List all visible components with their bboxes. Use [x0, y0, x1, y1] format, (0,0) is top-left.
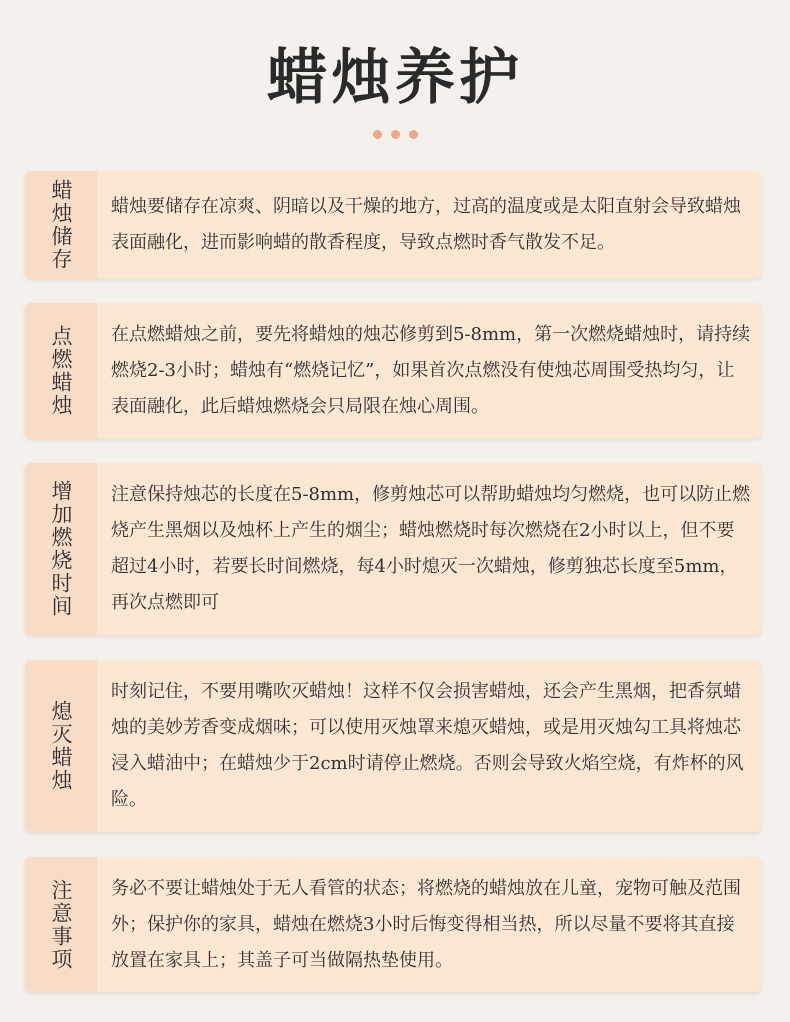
section-text: 在点燃蜡烛之前，要先将蜡烛的烛芯修剪到5-8mm，第一次燃烧蜡烛时，请持续燃烧2-3小时；蜡烛有“燃烧记忆”，如果首次点燃没有使烛芯周围受热均匀，让表面融化，此后蜡烛燃烧会只局限在烛心周围。	[111, 323, 751, 417]
section-body	[111, 463, 751, 635]
section-label-box	[25, 171, 97, 278]
section-text: 注意保持烛芯的长度在5-8mm，修剪烛芯可以帮助蜡烛均匀燃烧，也可以防止燃烧产生黑烟以及烛杯上产生的烟尘；蜡烛燃烧时每次燃烧在2小时以上，但不要超过4小时，若要长时间燃烧，每4小时熄灭一次蜡烛，修剪独芯长度至5mm，再次点燃即可	[111, 484, 751, 613]
section-text: 时刻记住，不要用嘴吹灭蜡烛！这样不仅会损害蜡烛，还会产生黑烟，把香氛蜡烛的美妙芳香变成烟味；可以使用灭烛罩来熄灭蜡烛，或是用灭烛勾工具将烛芯浸入蜡油中；在蜡烛少于2cm时请停止燃烧。否则会导致火焰空烧，有炸杯的风险。	[111, 681, 744, 810]
divider-dot	[391, 130, 400, 139]
section-card-burn-time	[25, 463, 761, 635]
section-label: 增加燃烧时间	[49, 480, 73, 618]
section-label: 注意事项	[49, 878, 73, 971]
section-card-lighting	[25, 303, 761, 438]
section-card-storage	[25, 171, 761, 278]
section-body	[111, 303, 751, 438]
section-body	[111, 171, 751, 278]
section-label-box	[25, 463, 97, 635]
section-label: 点燃蜡烛	[49, 324, 73, 417]
divider-dot	[373, 130, 382, 139]
section-label: 蜡烛储存	[49, 178, 73, 271]
section-label: 熄灭蜡烛	[49, 700, 73, 792]
title-divider-dots	[0, 130, 790, 139]
section-text: 蜡烛要储存在凉爽、阴暗以及干燥的地方，过高的温度或是太阳直射会导致蜡烛表面融化，进而影响蜡的散香程度，导致点燃时香气散发不足。	[111, 195, 741, 253]
section-body	[111, 660, 751, 832]
section-label-box	[25, 660, 97, 832]
section-card-extinguish	[25, 660, 761, 832]
section-card-precautions	[25, 857, 761, 992]
section-text: 务必不要让蜡烛处于无人看管的状态；将燃烧的蜡烛放在儿童，宠物可触及范围外；保护你的家具，蜡烛在燃烧3小时后悔变得相当热，所以尽量不要将其直接放置在家具上；其盖子可当做隔热垫使用。	[111, 877, 741, 971]
section-label-box	[25, 303, 97, 438]
section-label-box	[25, 857, 97, 992]
section-body	[111, 857, 751, 992]
page-title: 蜡烛养护	[267, 43, 523, 113]
divider-dot	[409, 130, 418, 139]
